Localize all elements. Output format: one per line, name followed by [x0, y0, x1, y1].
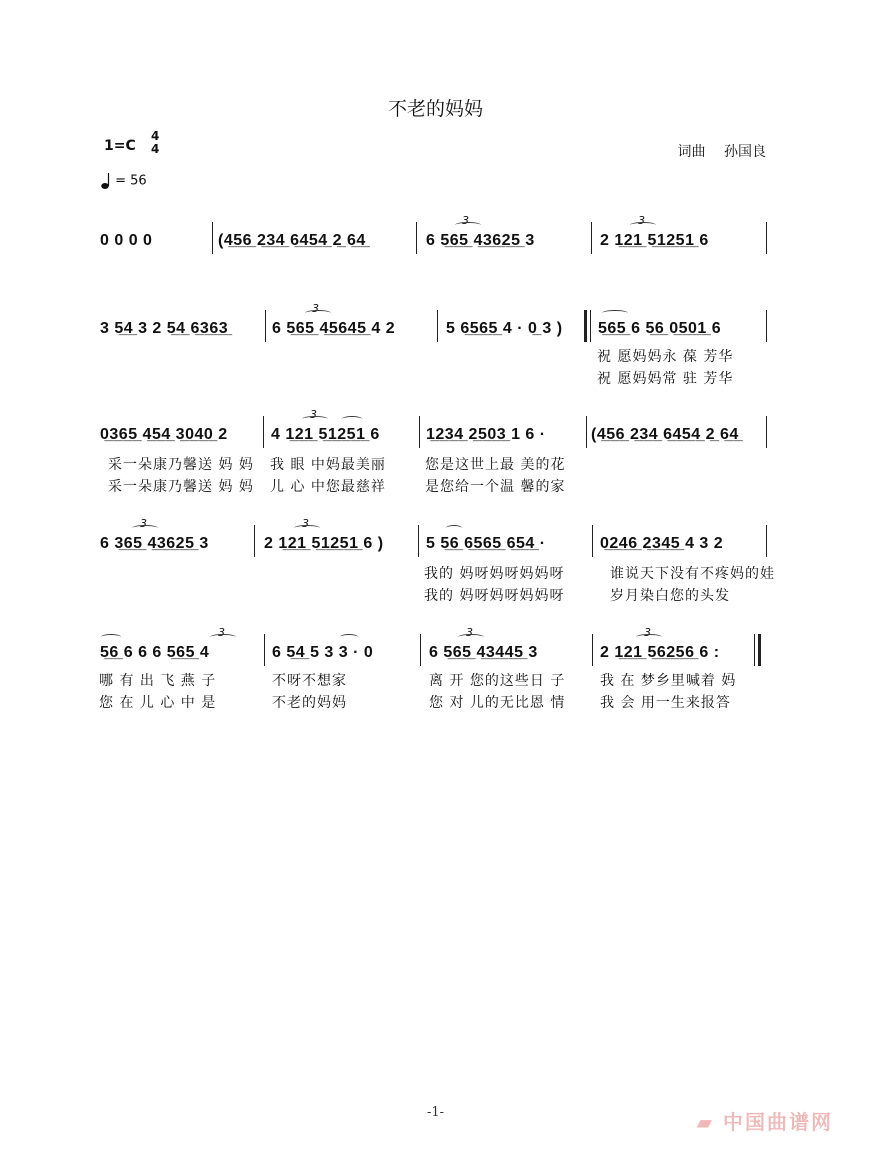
time-signature	[151, 130, 159, 156]
slur	[302, 416, 328, 422]
measure: 1̲2̲3̲4̲ 2̲5̲0̲3̲ 1 6 ·	[426, 426, 546, 443]
slur	[602, 310, 628, 316]
measure: 6 5̲4̲ 5 3 3 · 0	[272, 644, 374, 661]
slur	[210, 634, 236, 640]
triplet-mark: 3	[310, 408, 317, 421]
time-signature-bottom: 4	[151, 142, 160, 156]
barline	[419, 416, 420, 448]
lyric-verse-1: 谁说天下没有不疼妈的娃	[610, 566, 775, 582]
measure: 6 5̲6̲5̲ 4̲3̲4̲4̲5̲ 3	[429, 644, 538, 661]
score-row-1	[0, 214, 871, 332]
slur	[636, 634, 662, 640]
lyric-verse-2: 是您给一个温 馨的家	[425, 479, 566, 495]
measure: (4̲5̲6̲ 2̲3̲4̲ 6̲4̲5̲4̲ 2̲ 6̲4̲	[218, 232, 366, 249]
measure: 6 5̲6̲5̲ 4̲3̲6̲2̲5̲ 3	[426, 232, 535, 249]
triplet-mark: 3	[644, 626, 651, 639]
lyric-verse-2: 我的 妈呀妈呀妈妈呀	[424, 588, 565, 604]
barline	[766, 525, 767, 557]
triplet-mark: 3	[218, 626, 225, 639]
barline	[592, 525, 593, 557]
key-signature: 1=C	[104, 138, 136, 154]
lyric-verse-1: 我的 妈呀妈呀妈妈呀	[424, 566, 565, 582]
measure: 0̲2̲4̲6̲ 2̲3̲4̲5̲ 4 3 2	[600, 535, 724, 552]
measure: 0 0 0 0	[100, 232, 153, 249]
barline	[416, 222, 417, 254]
lyric-verse-1: 您是这世上最 美的花	[425, 457, 566, 473]
lyric-verse-1: 我 眼 中妈最美丽	[270, 457, 386, 473]
barline	[586, 416, 587, 448]
barline	[254, 525, 255, 557]
barline	[437, 310, 438, 342]
barline	[766, 416, 767, 448]
slur	[132, 525, 158, 531]
slur	[446, 525, 462, 531]
time-signature-top: 4	[151, 129, 160, 143]
lyric-verse-1: 采一朵康乃馨送 妈 妈	[108, 457, 254, 473]
end-repeat-barline	[758, 634, 761, 666]
lyric-verse-1: 我 在 梦乡里喊着 妈	[600, 673, 737, 689]
barline	[418, 525, 419, 557]
slur	[294, 525, 320, 531]
slur	[101, 634, 121, 640]
lyric-verse-2: 我 会 用一生来报答	[600, 695, 731, 711]
measure: (4̲5̲6̲ 2̲3̲4̲ 6̲4̲5̲4̲ 2̲ 6̲4̲	[591, 426, 739, 443]
composer-credit: 词曲 孙国良	[677, 144, 766, 160]
triplet-mark: 3	[462, 214, 469, 227]
lyric-verse-2: 您 对 儿的无比恩 情	[429, 695, 566, 711]
lyric-verse-2: 岁月染白您的头发	[610, 588, 730, 604]
tempo-value: = 56	[115, 173, 147, 189]
measure: 5 5̲6̲ 6̲5̲6̲5̲ 6̲5̲4̲ ·	[426, 535, 546, 552]
slur	[342, 416, 362, 422]
barline	[212, 222, 213, 254]
measure: 2 1̲2̲1̲ 5̲1̲2̲5̲1̲ 6	[600, 232, 709, 249]
measure: 4 1̲2̲1̲ 5̲1̲2̲5̲1̲ 6	[271, 426, 380, 443]
barline	[590, 310, 591, 342]
triplet-mark: 3	[302, 517, 309, 530]
triplet-mark: 3	[140, 517, 147, 530]
barline	[263, 416, 264, 448]
score-row-2	[0, 302, 871, 420]
barline	[591, 222, 592, 254]
barline	[420, 634, 421, 666]
site-watermark: ▰ 中国曲谱网	[696, 1110, 833, 1134]
repeat-barline	[584, 310, 587, 342]
score-row-3	[0, 408, 871, 526]
barline	[265, 310, 266, 342]
measure: 5 6̲5̲6̲5̲ 4 · 0̲ 3 )	[446, 320, 563, 337]
barline	[766, 310, 767, 342]
lyric-verse-1: 不呀不想家	[272, 673, 347, 689]
measure: 0̲3̲6̲5̲ 4̲5̲4̲ 3̲0̲4̲0̲ 2	[100, 426, 228, 443]
lyric-verse-1: 祝 愿妈妈永 葆 芳华	[597, 349, 734, 365]
slur	[340, 634, 358, 640]
lyric-verse-1: 离 开 您的这些日 子	[429, 673, 566, 689]
measure: 2 1̲2̲1̲ 5̲6̲2̲5̲6̲ 6 :	[600, 644, 720, 661]
triplet-mark: 3	[466, 626, 473, 639]
measure: 6 5̲6̲5̲ 4̲5̲6̲4̲5̲ 4 2	[272, 320, 396, 337]
tempo-marking	[101, 172, 147, 190]
lyric-verse-2: 您 在 儿 心 中 是	[99, 695, 217, 711]
barline	[754, 634, 755, 666]
measure: 5̲6̲ 6 6 6 5̲6̲5̲ 4	[100, 644, 210, 661]
page-number: -1-	[426, 1105, 445, 1120]
song-title: 不老的妈妈	[387, 98, 483, 120]
measure: 2 1̲2̲1̲ 5̲1̲2̲5̲1̲ 6 )	[264, 535, 384, 552]
measure: 6 3̲6̲5̲ 4̲3̲6̲2̲5̲ 3	[100, 535, 209, 552]
slur	[305, 310, 331, 316]
score-row-5	[0, 626, 871, 744]
score-row-4	[0, 517, 871, 635]
lyric-verse-2: 祝 愿妈妈常 驻 芳华	[597, 371, 734, 387]
barline	[766, 222, 767, 254]
barline	[592, 634, 593, 666]
measure: 3 5̲4̲ 3 2 5̲4̲ 6̲3̲6̲3̲	[100, 320, 229, 337]
lyric-verse-2: 采一朵康乃馨送 妈 妈	[108, 479, 254, 495]
triplet-mark: 3	[312, 302, 319, 315]
quarter-note-icon	[101, 172, 111, 190]
slur	[455, 222, 481, 228]
barline	[264, 634, 265, 666]
slur	[458, 634, 484, 640]
measure: 5̲6̲5̲ 6 5̲6̲ 0̲5̲0̲1̲ 6	[598, 320, 722, 337]
lyric-verse-1: 哪 有 出 飞 燕 子	[99, 673, 217, 689]
lyric-verse-2: 不老的妈妈	[272, 695, 347, 711]
lyric-verse-2: 儿 心 中您最慈祥	[270, 479, 386, 495]
triplet-mark: 3	[638, 214, 645, 227]
slur	[630, 222, 656, 228]
